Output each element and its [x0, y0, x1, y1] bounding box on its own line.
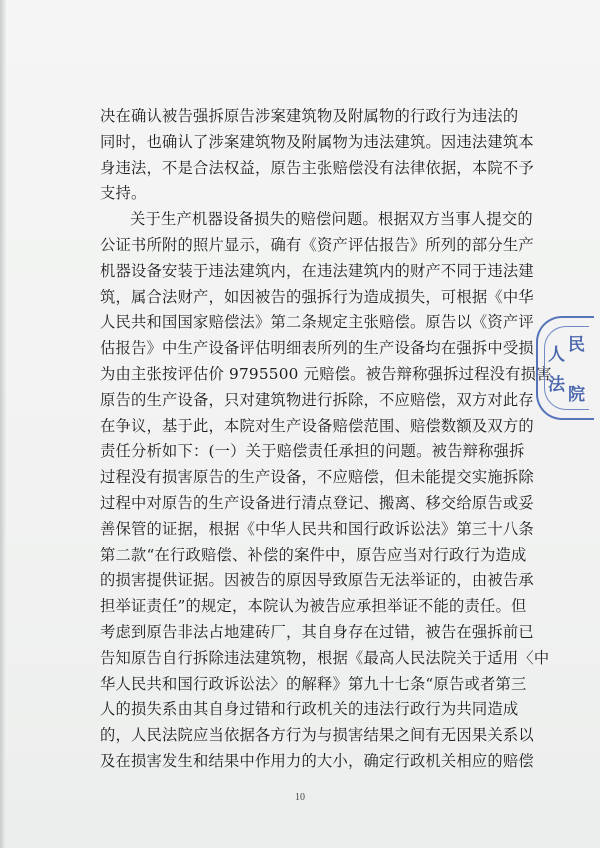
text-line: 估报告》中生产设备评估明细表所列的生产设备均在强拆中受损 — [100, 339, 534, 358]
page-edge-shadow — [0, 0, 6, 848]
text-line: 支持。 — [100, 184, 147, 203]
paragraph-1 — [100, 104, 552, 207]
text-line: 考虑到原告非法占地建砖厂，其自身存在过错，被告在强拆前已 — [100, 622, 534, 641]
text-line: 过程中对原告的生产设备进行清点登记、搬离、移交给原告或妥 — [100, 493, 534, 512]
page-number: 10 — [295, 792, 305, 803]
seal-char: 人 — [548, 345, 565, 365]
text-line: 的损害提供证据。因被告的原因导致原告无法举证的，由被告承 — [100, 571, 534, 590]
text-line: 过程没有损害原告的生产设备，不应赔偿，但未能提交实施拆除 — [100, 468, 534, 487]
text-line: 身违法，不是合法权益，原告主张赔偿没有法律依据，本院不予 — [100, 158, 534, 177]
court-seal-stamp — [536, 316, 594, 420]
text-line: 告知原告自行拆除违法建筑物，根据《最高人民法院关于适用〈中 — [100, 648, 550, 667]
seal-char: 民 — [568, 335, 585, 355]
text-line: 人的损失系由其自身过错和行政机关的违法行政行为共同造成 — [100, 700, 519, 719]
text-line: 决在确认被告强拆原告涉案建筑物及附属物的行政行为违法的 — [100, 107, 519, 125]
paragraph-2 — [100, 207, 552, 775]
text-line: 为由主张按评估价 9795500 元赔偿。被告辩称强拆过程没有损害 — [100, 364, 552, 383]
text-line: 第二款“在行政赔偿、补偿的案件中，原告应当对行政行为造成 — [100, 545, 527, 564]
text-line: 原告的生产设备，只对建筑物进行拆除，不应赔偿，双方对此存 — [100, 390, 534, 409]
text-line: 人民共和国国家赔偿法》第二条规定主张赔偿。原告以《资产评 — [100, 313, 534, 332]
text-line: 及在损害发生和结果中作用力的大小，确定行政机关相应的赔偿 — [100, 751, 534, 770]
text-line: 善保管的证据，根据《中华人民共和国行政诉讼法》第三十八条 — [100, 519, 534, 538]
text-line: 公证书所附的照片显示，确有《资产评估报告》所列的部分生产 — [100, 235, 534, 254]
text-line: 同时，也确认了涉案建筑物及附属物为违法建筑。因违法建筑本 — [100, 132, 534, 151]
seal-char: 院 — [568, 385, 585, 405]
text-line: 筑，属合法财产，如因被告的强拆行为造成损失，可根据《中华 — [100, 287, 534, 306]
document-body — [100, 104, 552, 775]
text-line: 责任分析如下：(一）关于赔偿责任承担的问题。被告辩称强拆 — [100, 442, 525, 461]
seal-char: 法 — [548, 375, 565, 395]
text-line: 机器设备安装于违法建筑内，在违法建筑内的财产不同于违法建 — [100, 261, 534, 280]
text-line: 华人民共和国行政诉讼法〉的解释》第九十七条“原告或者第三 — [100, 674, 527, 693]
text-line: 担举证责任”的规定，本院认为被告应承担举证不能的责任。但 — [100, 597, 527, 616]
text-line: 的，人民法院应当依据各方行为与损害结果之间有无因果关系以 — [100, 726, 534, 745]
text-line: 在争议，基于此，本院对生产设备赔偿范围、赔偿数额及双方的 — [100, 416, 534, 435]
text-line: 关于生产机器设备损失的赔偿问题。根据双方当事人提交的 — [130, 210, 533, 229]
